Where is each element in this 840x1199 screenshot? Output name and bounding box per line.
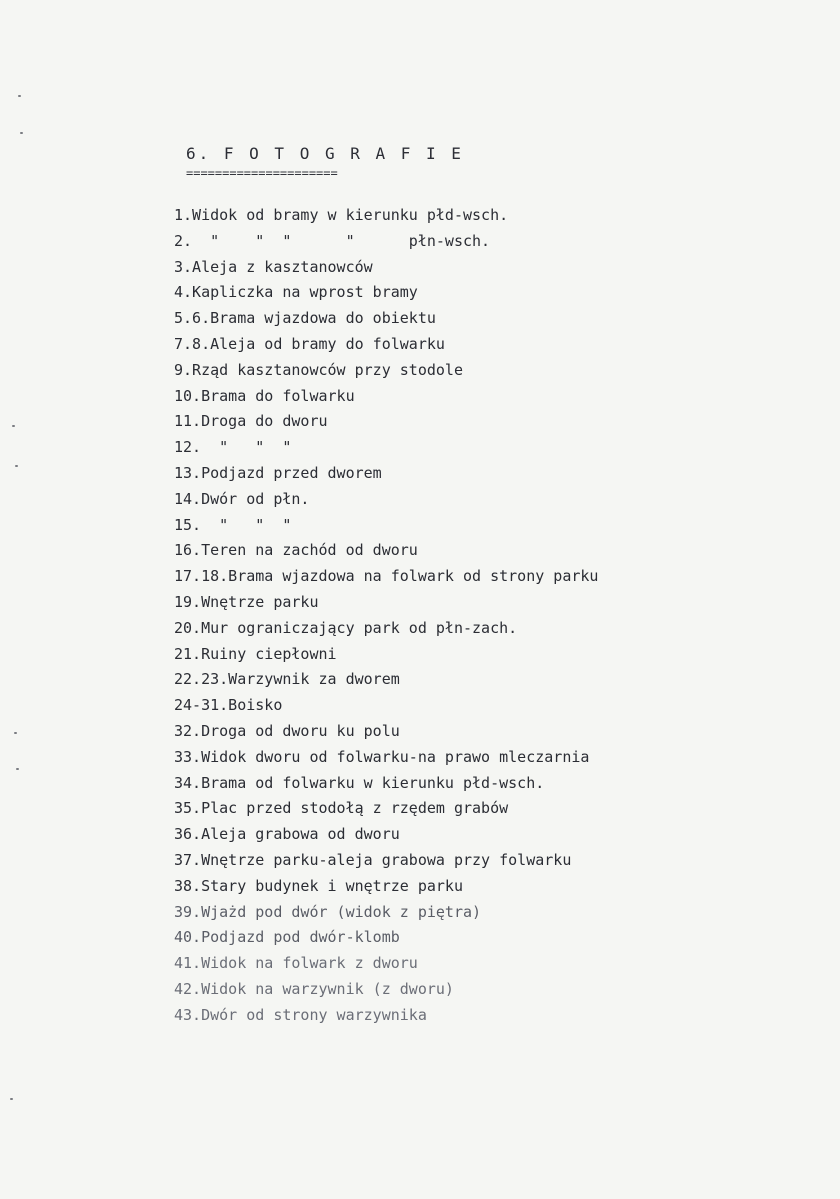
scan-speck: [12, 425, 15, 427]
list-item: 19.Wnętrze parku: [174, 592, 319, 611]
title-underline: =====================: [186, 166, 338, 180]
list-item: 20.Mur ograniczający park od płn-zach.: [174, 618, 518, 637]
list-item: 42.Widok na warzywnik (z dworu): [174, 979, 454, 998]
scan-speck: [20, 132, 23, 134]
list-item: 12. " " ": [174, 438, 292, 457]
list-item: 15. " " ": [174, 515, 292, 534]
list-item: 1.Widok od bramy w kierunku płd-wsch.: [174, 206, 509, 224]
section-title: 6. F O T O G R A F I E: [186, 144, 464, 163]
list-item: 17.18.Brama wjazdowa na folwark od strony parku: [174, 567, 599, 586]
photo-list: [174, 203, 814, 1029]
list-item: 5.6.Brama wjazdowa do obiektu: [174, 309, 436, 328]
list-item: 13.Podjazd przed dworem: [174, 463, 382, 482]
list-item: 7.8.Aleja od bramy do folwarku: [174, 334, 445, 353]
list-item: 9.Rząd kasztanowców przy stodole: [174, 360, 463, 379]
list-item: 16.Teren na zachód od dworu: [174, 541, 418, 560]
scan-speck: [16, 768, 19, 770]
list-item: 43.Dwór od strony warzywnika: [174, 1005, 427, 1024]
list-item: 21.Ruiny ciepłowni: [174, 644, 337, 663]
list-item: 4.Kapliczka na wprost bramy: [174, 283, 418, 302]
list-item: 38.Stary budynek i wnętrze parku: [174, 876, 463, 895]
scan-speck: [10, 1098, 13, 1100]
list-item: 32.Droga od dworu ku polu: [174, 721, 400, 740]
list-item: 3.Aleja z kasztanowców: [174, 257, 373, 276]
list-item: 24-31.Boisko: [174, 696, 283, 715]
list-item: 22.23.Warzywnik za dworem: [174, 670, 400, 689]
list-item: 14.Dwór od płn.: [174, 489, 310, 508]
list-item: 2. " " " " płn-wsch.: [174, 231, 491, 250]
scan-speck: [14, 732, 17, 734]
list-item: 36.Aleja grabowa od dworu: [174, 825, 400, 844]
list-item: 40.Podjazd pod dwór-klomb: [174, 928, 400, 947]
list-item: 35.Plac przed stodołą z rzędem grabów: [174, 799, 509, 818]
scan-speck: [18, 95, 21, 97]
list-item: 33.Widok dworu od folwarku-na prawo mleczarnia: [174, 747, 590, 766]
list-item: 34.Brama od folwarku w kierunku płd-wsch.: [174, 773, 545, 792]
list-item: 37.Wnętrze parku-aleja grabowa przy folwarku: [174, 850, 572, 869]
list-item: 39.Wjażd pod dwór (widok z piętra): [174, 902, 482, 921]
list-item: 11.Droga do dworu: [174, 412, 328, 431]
list-item: 41.Widok na folwark z dworu: [174, 954, 418, 973]
scan-speck: [15, 465, 18, 467]
list-item: 10.Brama do folwarku: [174, 386, 355, 405]
